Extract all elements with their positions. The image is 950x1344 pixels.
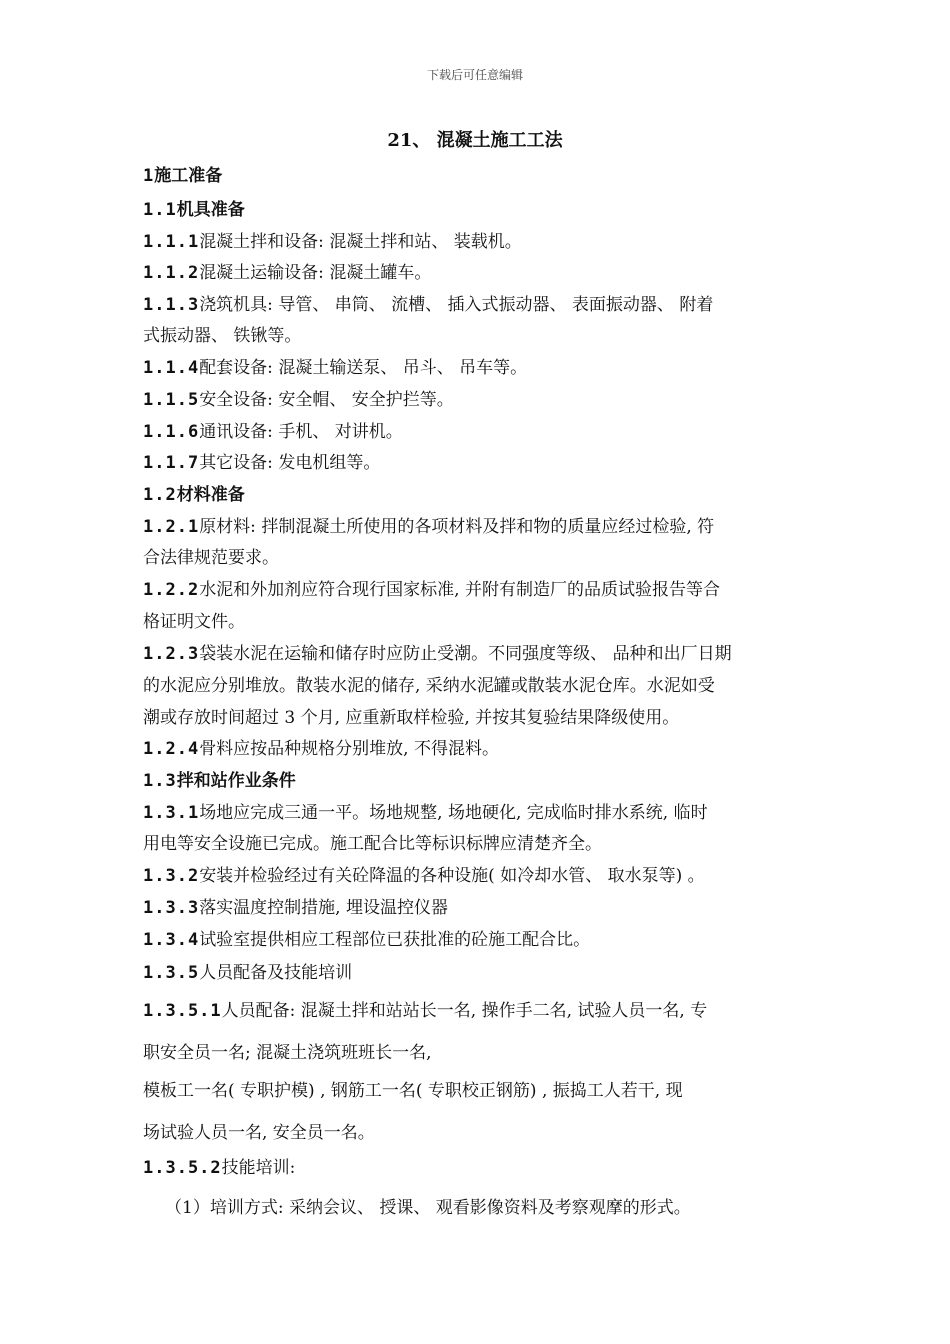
paragraph-continuation	[143, 1121, 808, 1145]
item-text: 格证明文件。	[143, 612, 245, 632]
item-text: 职安全员一名; 混凝土浇筑班班长一名,	[143, 1043, 432, 1063]
item-text: （1）培训方式: 采纳会议、 授课、 观看影像资料及考察观摩的形式。	[165, 1198, 691, 1218]
item-text: 落实温度控制措施, 埋设温控仪器	[199, 898, 448, 918]
paragraph-line	[143, 261, 808, 285]
item-text: 水泥和外加剂应符合现行国家标准, 并附有制造厂的品质试验报告等合	[199, 580, 720, 600]
paragraph-line	[143, 961, 808, 985]
paragraph-line	[143, 896, 808, 920]
item-number: 1.3.3	[143, 898, 200, 918]
section-text: 材料准备	[176, 485, 245, 505]
paragraph-line	[143, 864, 808, 888]
section-number: 1.1	[143, 200, 177, 220]
list-item	[165, 1196, 830, 1220]
item-number: 1.1.1	[143, 232, 200, 252]
item-text: 式振动器、 铁锹等。	[143, 326, 302, 346]
section-text: 机具准备	[176, 200, 245, 220]
paragraph-continuation	[143, 324, 808, 348]
item-text: 用电等安全设施已完成。施工配合比等标识标牌应清楚齐全。	[143, 834, 602, 854]
item-text: 浇筑机具: 导管、 串筒、 流槽、 插入式振动器、 表面振动器、 附着	[199, 295, 714, 315]
paragraph-line	[143, 451, 808, 475]
paragraph-continuation	[143, 610, 808, 634]
item-text: 安装并检验经过有关砼降温的各种设施( 如冷却水管、 取水泵等) 。	[199, 866, 705, 886]
item-number: 1.3.4	[143, 930, 200, 950]
document-title: 21、 混凝土施工工法	[387, 130, 563, 151]
paragraph-line	[143, 999, 808, 1023]
item-text: 合法律规范要求。	[143, 548, 279, 568]
section-heading-1	[143, 164, 808, 188]
paragraph-continuation	[143, 674, 808, 698]
item-number: 1.3.2	[143, 866, 200, 886]
item-text: 人员配备: 混凝土拌和站站长一名, 操作手二名, 试验人员一名, 专	[221, 1001, 708, 1021]
item-number: 1.2.4	[143, 739, 200, 759]
item-text: 原材料: 拌制混凝土所使用的各项材料及拌和物的质量应经过检验, 符	[199, 517, 715, 537]
paragraph-line	[143, 293, 808, 317]
item-number: 1.3.5.1	[143, 1001, 222, 1021]
paragraph-line	[143, 515, 808, 539]
section-heading-1-2	[143, 483, 808, 507]
paragraph-line	[143, 801, 808, 825]
paragraph-line	[143, 1156, 808, 1180]
paragraph-line	[143, 737, 808, 761]
item-number: 1.3.5	[143, 963, 200, 983]
paragraph-line	[143, 642, 808, 666]
section-heading-1-1	[143, 198, 808, 222]
item-text: 试验室提供相应工程部位已获批准的砼施工配合比。	[199, 930, 591, 950]
item-number: 1.3.1	[143, 803, 200, 823]
paragraph-continuation	[143, 1041, 808, 1065]
item-number: 1.1.6	[143, 422, 200, 442]
item-number: 1.1.3	[143, 295, 200, 315]
item-number: 1.2.3	[143, 644, 200, 664]
section-text: 施工准备	[154, 166, 223, 186]
item-text: 潮或存放时间超过 3 个月, 应重新取样检验, 并按其复验结果降级使用。	[143, 708, 680, 728]
paragraph-continuation	[143, 546, 808, 570]
paragraph-line	[143, 230, 808, 254]
item-text: 场试验人员一名, 安全员一名。	[143, 1123, 375, 1143]
paragraph-line	[143, 578, 808, 602]
paragraph-line	[143, 420, 808, 444]
item-text: 安全设备: 安全帽、 安全护拦等。	[199, 390, 454, 410]
item-number: 1.1.4	[143, 358, 200, 378]
section-number: 1	[143, 166, 155, 186]
item-text: 骨料应按品种规格分别堆放, 不得混料。	[199, 739, 499, 759]
paragraph-continuation	[143, 1079, 808, 1103]
header-note: 下载后可任意编辑	[426, 68, 523, 82]
item-text: 模板工一名( 专职护模) , 钢筋工一名( 专职校正钢筋) , 振捣工人若干, 现	[143, 1081, 683, 1101]
paragraph-line	[143, 356, 808, 380]
item-number: 1.2.2	[143, 580, 200, 600]
item-text: 场地应完成三通一平。场地规整, 场地硬化, 完成临时排水系统, 临时	[199, 803, 708, 823]
section-number: 1.3	[143, 771, 177, 791]
item-text: 配套设备: 混凝土输送泵、 吊斗、 吊车等。	[199, 358, 528, 378]
section-heading-1-3	[143, 769, 808, 793]
item-number: 1.1.2	[143, 263, 200, 283]
item-text: 混凝土拌和设备: 混凝土拌和站、 装载机。	[199, 232, 522, 252]
item-text: 袋装水泥在运输和储存时应防止受潮。不同强度等级、 品种和出厂日期	[199, 644, 732, 664]
item-number: 1.2.1	[143, 517, 200, 537]
section-number: 1.2	[143, 485, 177, 505]
item-text: 的水泥应分别堆放。散装水泥的储存, 采纳水泥罐或散装水泥仓库。水泥如受	[143, 676, 715, 696]
paragraph-continuation	[143, 706, 808, 730]
item-number: 1.3.5.2	[143, 1158, 222, 1178]
item-text: 技能培训:	[221, 1158, 296, 1178]
item-number: 1.1.5	[143, 390, 200, 410]
item-text: 人员配备及技能培训	[199, 963, 353, 983]
item-text: 混凝土运输设备: 混凝土罐车。	[199, 263, 432, 283]
paragraph-line	[143, 388, 808, 412]
item-text: 通讯设备: 手机、 对讲机。	[199, 422, 403, 442]
item-text: 其它设备: 发电机组等。	[199, 453, 381, 473]
paragraph-continuation	[143, 832, 808, 856]
item-number: 1.1.7	[143, 453, 200, 473]
paragraph-line	[143, 928, 808, 952]
section-text: 拌和站作业条件	[176, 771, 296, 791]
